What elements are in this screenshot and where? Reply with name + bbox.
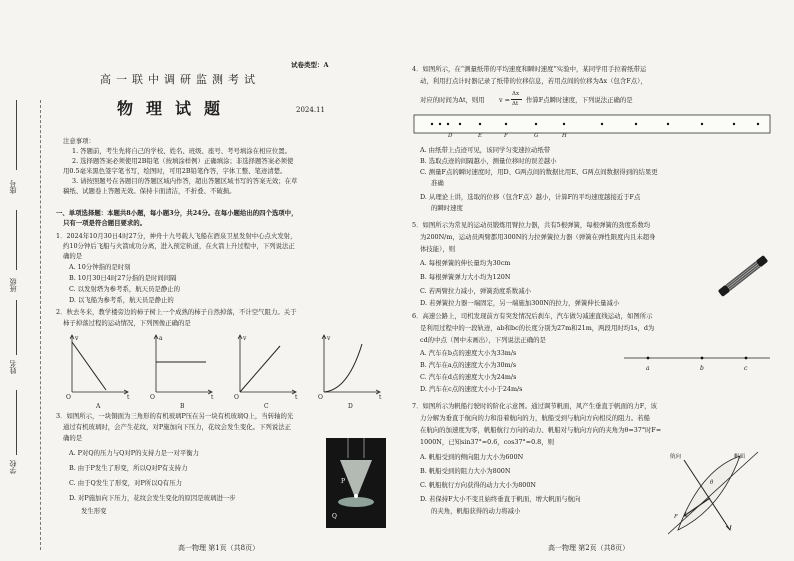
q1-option-d: D. 以飞船为参考系，航天员是静止的 [69,296,174,304]
chest-expander-image [712,250,774,302]
exam-title: 高一联中调研监测考试 [100,73,260,86]
q1-option-b: B. 10月30日4时27分指的是时间间隔 [69,274,177,282]
q3-option-a: A. P对Q的压力与Q对P的支持力是一对平衡力 [69,449,200,457]
axis-label-v: v [75,335,79,342]
point-c-label: c [744,365,748,372]
q4-option-b: B. 选取点迹的间隔越小，测量位移时的误差越小 [420,157,557,165]
q7-option-a: A. 帆船受到的侧向阻力大小为600N [420,453,524,461]
q6-option-b: B. 汽车在a点的速度大小为30m/s [420,361,517,369]
q3-stem: 3．如图所示，一块铜面为三角形的有机玻璃P压在另一块有机玻璃Q上，当转轴的光 [56,412,294,420]
q5-stem: 5．如图所示为常见的运动员锻炼用臂拉力器，共有5根弹簧，每根弹簧的劲度系数均 [412,221,651,229]
q3-stem: 通过有机玻璃时，会产生花纹，对P施加向下压力，花纹会发生变化。下列说法正 [63,423,291,431]
q7-option-c: C. 帆船航行方向获得的动力大小为800N [420,481,536,489]
class-underline [16,210,17,270]
q2-stem: 2．秋去冬来，教学楼旁边的柿子树上一个成熟的柿子自然掉落，不计空气阻力。关于 [56,308,297,316]
class-label: 班级 [9,278,17,292]
q7-option-b: B. 帆船受到的阻力大小为800N [420,467,511,475]
q3-option-b: B. 由于P发生了形变，所以Q对P有支持力 [69,464,188,472]
binding-strip [0,60,46,540]
q4-stem: 4．如图所示，在“测量纸带的平均速度和瞬时速度”实验中，某同学用手拉着纸带运 [412,65,647,73]
section-heading: 只有一项是符合题目要求的。 [63,219,147,227]
graph-a [66,335,130,410]
tape-label: F [504,133,508,139]
formula-lhs: v = [499,96,510,104]
point-b-label: b [700,365,704,372]
q2-graphs [66,332,386,410]
q3-stem: 确的是 [63,434,83,442]
photo-label-q: Q [332,513,337,520]
footer-right: 高一物理 第2页（共8页） [548,544,630,552]
q5-stem: 为200N/m，运动员两臂都用300N的力拉弹簧拉力器（弹簧在弹性限度内且未超身 [420,233,656,241]
q5-option-b: B. 每根弹簧弹力大小均为120N [420,273,511,281]
axis-label-t: t [211,394,214,401]
note-line: 1. 答题前，考生先将自己的学校、姓名、班级、座号、考号填涂在相应位置。 [72,147,292,155]
name-underline [16,300,17,355]
q7-stem: 在航向的加速度为零，帆船航行方向的动力、帆船对与航向方向的夹角为θ=37°时F= [420,426,662,434]
q1-option-c: C. 以发射塔为参考系，航天员是静止的 [69,285,180,293]
note-line: 用0.5毫米黑色签字笔书写，绘图时，可用2B铅笔作答，字体工整、笔迹清楚。 [63,167,287,175]
q4-stem: 动，利用打点计时器记录了纸带的位移信息，若用点间的位移为Δx（包含F点）， [420,77,647,85]
subject-title: 物理试题 [117,99,234,118]
course-label: 航向 [670,454,682,460]
axis-label-o: O [318,394,323,401]
graph-b [150,335,214,410]
axis-label-o: O [66,394,71,401]
q3-option-d: D. 对P施加向下压力，花纹会发生变化的原因是玻璃进一步 [69,494,236,502]
section-heading: 一、单项选择题：本题共8小题，每小题3分，共24分。在每小题给出的四个选项中， [56,209,298,217]
school-underline [16,390,17,455]
tape-label: G [534,133,539,139]
note-line: 2. 选择题答案必须使用2B铅笔（按填涂样例）正确填涂；非选择题答案必须使 [72,157,294,165]
axis-label-o: O [150,394,155,401]
q7-option-d: D. 若保持F大小不变且始终垂直于帆面，增大帆面与航向 [420,495,581,503]
q6-stem: 是利用过程中的一段轨迹，ab和bc的长度分别为27m和21m，两段用时均1s，d为 [420,324,655,332]
q4-option-d: D. 从理论上讲，选取的位移（包含F点）越小，计算F的平均速度越接近于F点 [420,193,641,201]
note-line: 3. 请按照题号在各题目的答题区域内作答，超出答题区域书写的答案无效；在草 [72,177,298,185]
notes-heading: 注意事项： [63,137,95,145]
formula-denominator: Δt [512,101,519,107]
q5-option-c: C. 若两臂拉力减小，弹簧劲度系数减小 [420,287,531,295]
q3-option-d-cont: 发生形变 [81,507,107,515]
sail-label: 帆面 [734,454,746,460]
seat-label: 座号 [9,180,17,194]
q4-option-a: A. 由纸带上点迹可见，该同学匀变速拉动纸带 [420,146,551,154]
q1-stem: 确的是 [63,252,83,260]
exam-date: 2024.11 [296,106,325,114]
q6-stem: 6．高速公路上，司机发现前方有突发情况后刹车，汽车做匀减速直线运动，如图所示 [412,312,653,320]
tape-label: D [448,133,453,139]
graph-c [234,335,298,410]
tape-label: H [562,133,567,139]
seat-underline [16,100,17,170]
q2-stem: 柿子掉落过程的运动情况，下列图像正确的是 [63,319,191,327]
paper-type: 试卷类型：A [291,61,329,69]
q1-stem: 1．2024年10月30日4时27分，神舟十九号载人飞船在酒泉卫星发射中心点火发射， [56,232,297,240]
q3-option-c: C. 由于Q发生了形变，对P所以Q有压力 [69,479,182,487]
paper-tape [412,113,772,139]
binding-line [40,100,41,550]
axis-label-t: t [295,394,298,401]
q4-stem-tail: 作算F点瞬时速度，下列说法正确的是 [526,96,633,104]
force-label: F [674,514,678,520]
photo-drawing [326,438,386,528]
footer-left: 高一物理 第1页（共8页） [178,544,260,552]
axis-label-o: O [234,394,239,401]
q7-stem: 力分解为垂直于航向的力和沿着航向的力，航船受到与航向方向相反的阻力。若船 [420,414,651,422]
q6-road-diagram [620,346,774,372]
theta-label: θ [710,480,714,486]
q7-sailboat-diagram [650,450,774,536]
tape-label: E [478,133,483,139]
q4-option-d-cont: 的瞬时速度 [431,204,463,212]
graph-label: B [180,403,185,410]
q4-stem: 对应的时间为Δt，则用 [420,96,485,104]
q5-stem: 体技能），则 [420,245,456,253]
q3-photo [326,438,386,528]
q7-stem: 7．如图所示为帆船行驶时的阶化示意图。通过调节帆面，风产生垂直于帆面的力F，该 [412,402,657,410]
q4-option-c-cont: 准确 [431,179,444,187]
q1-option-a: A. 10分钟指的是时刻 [69,263,131,271]
q6-stem: cd的中点（图中未画出），下列说法正确的是 [420,336,546,344]
point-a-label: a [646,365,650,372]
q6-option-a: A. 汽车在b点的速度大小为33m/s [420,349,517,357]
axis-label-t: t [379,394,382,401]
q6-option-c: C. 汽车在d点的速度大小为24m/s [420,373,517,381]
axis-label-v: v [243,335,247,342]
q7-option-d-cont: 的夹角，帆船获得的动力将减小 [431,507,521,515]
q5-option-a: A. 每根弹簧的伸长量均为30cm [420,259,511,267]
graph-d [318,335,382,410]
axis-label-a: a [159,335,163,342]
q6-option-d: D. 汽车在c点的速度大小小于24m/s [420,385,523,393]
axis-label-v: v [327,335,331,342]
graph-label: A [96,403,101,410]
name-label: 姓名 [9,360,17,374]
graph-label: D [348,403,353,410]
school-label: 学校 [9,460,17,474]
q4-option-c: C. 测量F点的瞬时速度时，用D、G两点间的数据比用E、G两点间数据得到的结果更 [420,168,658,176]
q5-option-d: D. 若弹簧拉力器一端固定，另一端施加300N的拉力，弹簧伸长量减小 [420,299,620,307]
q1-stem: 约10分钟后飞船与火箭成功分离，进入预定轨道，在火箭上升过程中，下列说法正 [63,242,295,250]
photo-label-p: P [341,478,346,485]
formula-numerator: Δx [512,91,520,97]
note-line: 稿纸、试题卷上答题无效。保持卡面清洁，不折叠、不破损。 [63,187,236,195]
q7-stem: 1000N，已知sin37°=0.6，cos37°=0.8，则 [420,438,555,446]
axis-label-t: t [127,394,130,401]
graph-label: C [264,403,269,410]
